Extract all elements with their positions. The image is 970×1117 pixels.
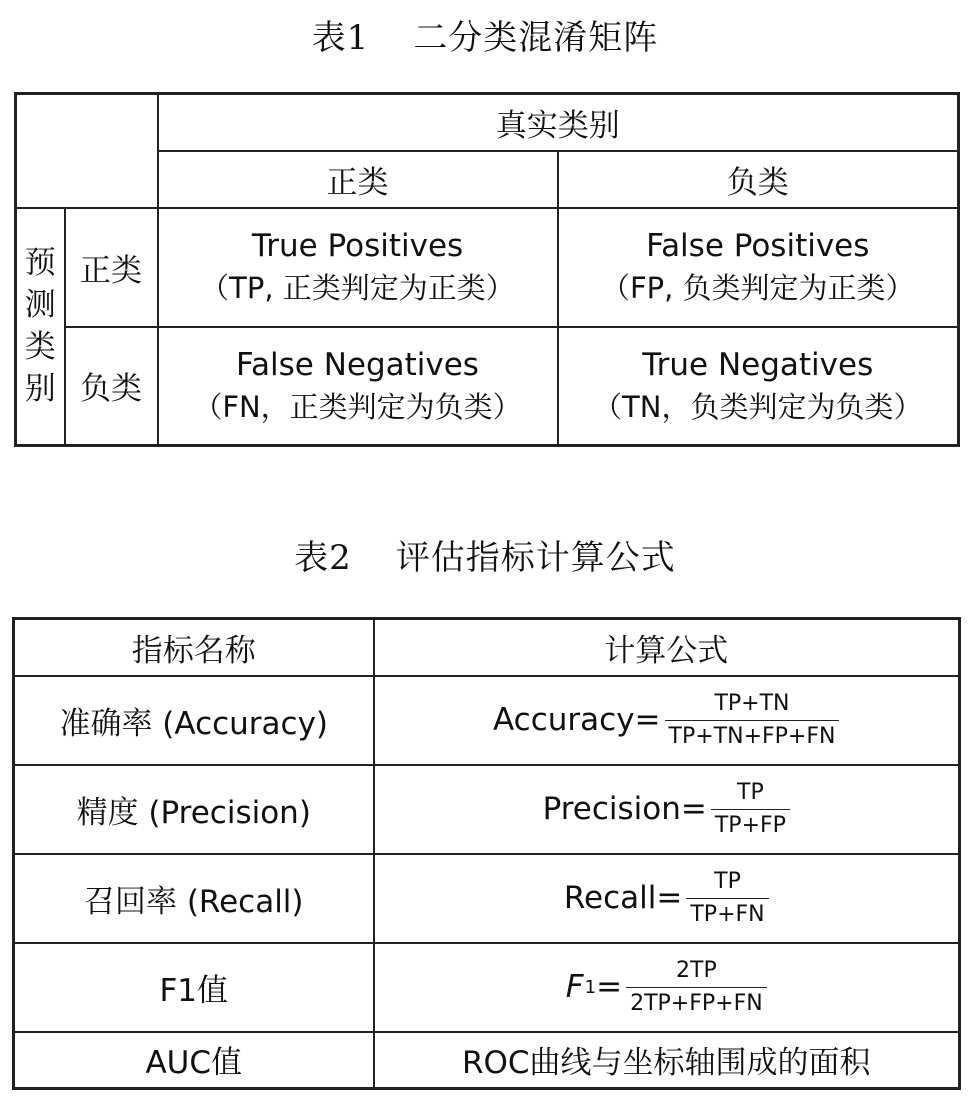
corner-cell bbox=[16, 94, 158, 208]
confusion-matrix-table bbox=[14, 92, 960, 447]
true-negative-column-header: 负类 bbox=[558, 151, 959, 208]
f1-numerator: 2TP bbox=[676, 957, 717, 983]
table1-caption-label: 表1 bbox=[311, 18, 370, 58]
metrics-formula-table bbox=[12, 617, 961, 1090]
table1-caption-title: 二分类混淆矩阵 bbox=[413, 18, 659, 58]
tn-name: True Negatives bbox=[642, 346, 874, 383]
recall-numerator: TP bbox=[714, 868, 741, 894]
accuracy-numerator: TP+TN bbox=[714, 690, 790, 716]
f1-lhs-subscript: 1 bbox=[584, 976, 597, 998]
formula-recall bbox=[374, 854, 960, 943]
precision-numerator: TP bbox=[737, 779, 764, 805]
metric-name-precision: 精度 (Precision) bbox=[14, 765, 374, 854]
table1-caption bbox=[0, 10, 970, 59]
true-positive-column-header: 正类 bbox=[158, 151, 558, 208]
fp-cell bbox=[558, 208, 959, 327]
fp-desc: （FP, 负类判定为正类） bbox=[600, 271, 915, 305]
accuracy-lhs: Accuracy= bbox=[493, 702, 661, 738]
accuracy-fraction bbox=[665, 691, 840, 750]
tp-name: True Positives bbox=[251, 228, 464, 264]
predicted-positive-row-header: 正类 bbox=[65, 208, 158, 327]
predicted-negative-row-header: 负类 bbox=[65, 327, 158, 446]
accuracy-denominator: TP+TN+FP+FN bbox=[665, 720, 840, 750]
f1-denominator: 2TP+FP+FN bbox=[626, 987, 767, 1017]
table2-caption-title: 评估指标计算公式 bbox=[395, 538, 676, 578]
metric-name-auc: AUC值 bbox=[14, 1032, 374, 1089]
tn-cell bbox=[558, 327, 959, 446]
f1-fraction bbox=[626, 958, 767, 1017]
metric-name-recall: 召回率 (Recall) bbox=[14, 854, 374, 943]
precision-lhs: Precision= bbox=[542, 791, 707, 827]
formula-f1 bbox=[374, 943, 960, 1032]
f1-lhs-equals: = bbox=[596, 969, 623, 1005]
table2-caption-label: 表2 bbox=[294, 538, 352, 578]
metric-name-header: 指标名称 bbox=[14, 619, 374, 676]
metric-name-f1: F1值 bbox=[14, 943, 374, 1032]
precision-fraction bbox=[711, 780, 790, 839]
recall-fraction bbox=[686, 869, 768, 928]
recall-lhs: Recall= bbox=[563, 880, 683, 916]
formula-auc: ROC曲线与坐标轴围成的面积 bbox=[374, 1032, 960, 1089]
formula-header: 计算公式 bbox=[374, 619, 960, 676]
fp-name: False Positives bbox=[646, 228, 870, 264]
fn-desc: （FN，正类判定为负类） bbox=[193, 389, 522, 424]
metric-name-accuracy: 准确率 (Accuracy) bbox=[14, 676, 374, 765]
tn-desc: （TN，负类判定为负类） bbox=[593, 389, 923, 424]
fn-name: False Negatives bbox=[236, 346, 479, 383]
formula-accuracy bbox=[374, 676, 960, 765]
predicted-class-label bbox=[16, 208, 65, 446]
table2-caption bbox=[0, 530, 970, 579]
tp-cell bbox=[158, 208, 558, 327]
recall-denominator: TP+FN bbox=[686, 898, 768, 928]
formula-precision bbox=[374, 765, 960, 854]
predicted-class-text: 预测类别 bbox=[24, 245, 56, 408]
true-class-header: 真实类别 bbox=[158, 94, 959, 151]
f1-lhs-symbol: F bbox=[565, 969, 584, 1005]
precision-denominator: TP+FP bbox=[711, 809, 790, 839]
fn-cell bbox=[158, 327, 558, 446]
tp-desc: （TP, 正类判定为正类） bbox=[200, 271, 515, 305]
